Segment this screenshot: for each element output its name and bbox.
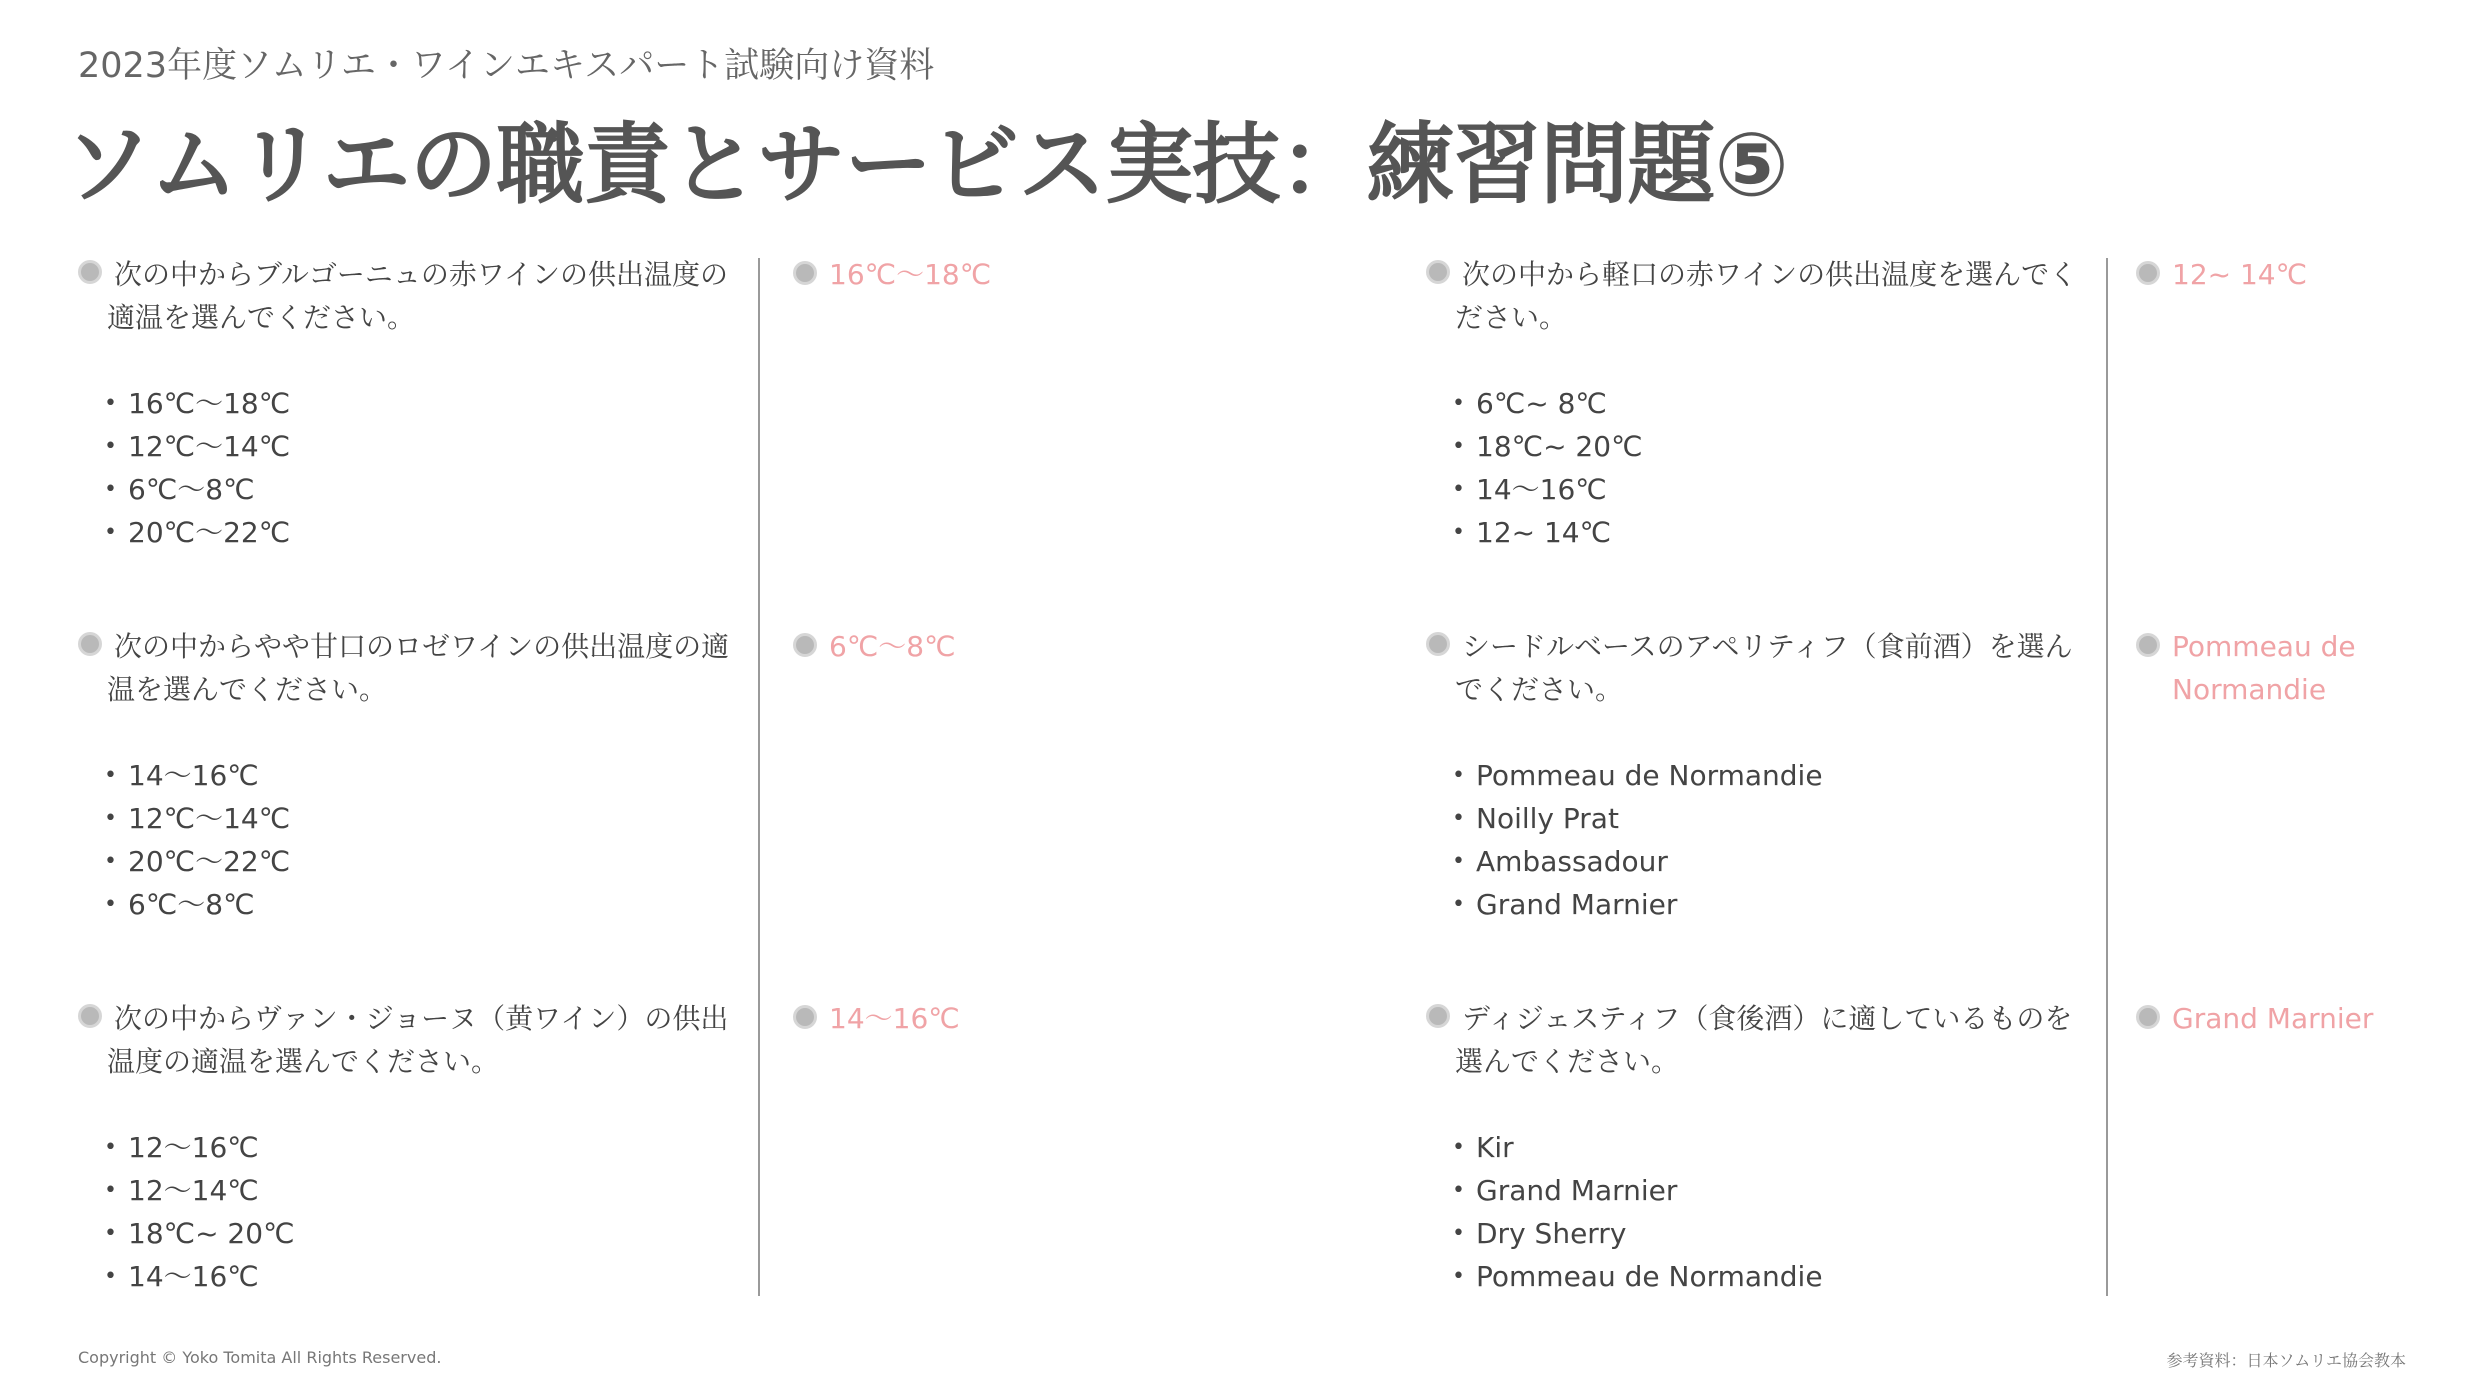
- copyright-text: Copyright © Yoko Tomita All Rights Reserved.: [78, 1348, 442, 1367]
- answer-2: [793, 625, 1033, 668]
- answer-text: Pommeau de Normandie: [2172, 630, 2356, 706]
- option-item: • Kir: [1452, 1126, 2096, 1169]
- bullet-circle-icon: [1426, 1004, 1450, 1028]
- option-item: • 18℃~ 20℃: [104, 1212, 748, 1255]
- bullet-circle-icon: [1426, 632, 1450, 656]
- bullet-circle-icon: [793, 1005, 817, 1029]
- option-item: • 16℃〜18℃: [104, 382, 748, 425]
- option-item: • 12~ 14℃: [1452, 511, 2096, 554]
- option-item: • 6℃〜8℃: [104, 468, 748, 511]
- answer-6: [2136, 997, 2376, 1040]
- option-item: • 14〜16℃: [104, 754, 748, 797]
- option-item: • Dry Sherry: [1452, 1212, 2096, 1255]
- option-item: • 12〜16℃: [104, 1126, 748, 1169]
- answer-3: [793, 997, 1033, 1040]
- column-divider-left: [758, 258, 760, 1296]
- option-item: • Grand Marnier: [1452, 1169, 2096, 1212]
- bullet-circle-icon: [2136, 633, 2160, 657]
- question-text: 次の中からブルゴーニュの赤ワインの供出温度の適温を選んでください。: [107, 258, 729, 334]
- question-1: [78, 253, 748, 554]
- option-list: [78, 754, 748, 926]
- bullet-circle-icon: [793, 633, 817, 657]
- bullet-circle-icon: [78, 1004, 102, 1028]
- question-5: [1426, 625, 2096, 926]
- option-item: • 14〜16℃: [104, 1255, 748, 1298]
- answer-text: 6℃〜8℃: [829, 630, 956, 663]
- bullet-circle-icon: [1426, 260, 1450, 284]
- bullet-circle-icon: [2136, 261, 2160, 285]
- option-item: • 6℃~ 8℃: [1452, 382, 2096, 425]
- question-4: [1426, 253, 2096, 554]
- page-title: ソムリエの職責とサービス実技：練習問題⑤: [64, 113, 1788, 216]
- subtitle: 2023年度ソムリエ・ワインエキスパート試験向け資料: [78, 46, 935, 86]
- question-text: ディジェスティフ（食後酒）に適しているものを選んでください。: [1455, 1002, 2073, 1078]
- answer-text: Grand Marnier: [2172, 1002, 2374, 1035]
- answer-4: [2136, 253, 2376, 296]
- option-item: • Pommeau de Normandie: [1452, 754, 2096, 797]
- option-item: • 12〜14℃: [104, 1169, 748, 1212]
- option-item: • 18℃~ 20℃: [1452, 425, 2096, 468]
- option-list: [1426, 1126, 2096, 1298]
- reference-text: 参考資料：日本ソムリエ協会教本: [2166, 1351, 2406, 1370]
- option-item: • 12℃〜14℃: [104, 797, 748, 840]
- option-item: • 20℃〜22℃: [104, 511, 748, 554]
- option-item: • Noilly Prat: [1452, 797, 2096, 840]
- option-list: [78, 382, 748, 554]
- answer-text: 12~ 14℃: [2172, 258, 2308, 291]
- column-divider-right: [2106, 258, 2108, 1296]
- bullet-circle-icon: [78, 632, 102, 656]
- answer-5: [2136, 625, 2376, 711]
- question-text: 次の中からヴァン・ジョーヌ（黄ワイン）の供出温度の適温を選んでください。: [107, 1002, 729, 1078]
- option-item: • Grand Marnier: [1452, 883, 2096, 926]
- option-item: • Ambassadour: [1452, 840, 2096, 883]
- option-item: • Pommeau de Normandie: [1452, 1255, 2096, 1298]
- option-item: • 12℃〜14℃: [104, 425, 748, 468]
- question-3: [78, 997, 748, 1298]
- answer-text: 16℃〜18℃: [829, 258, 992, 291]
- bullet-circle-icon: [793, 261, 817, 285]
- option-item: • 14〜16℃: [1452, 468, 2096, 511]
- question-6: [1426, 997, 2096, 1298]
- option-list: [1426, 382, 2096, 554]
- question-text: シードルベースのアペリティフ（食前酒）を選んでください。: [1455, 630, 2073, 706]
- option-list: [78, 1126, 748, 1298]
- bullet-circle-icon: [2136, 1005, 2160, 1029]
- answer-text: 14〜16℃: [829, 1002, 960, 1035]
- option-item: • 6℃〜8℃: [104, 883, 748, 926]
- question-text: 次の中から軽口の赤ワインの供出温度を選んでください。: [1455, 258, 2078, 334]
- option-list: [1426, 754, 2096, 926]
- question-2: [78, 625, 748, 926]
- bullet-circle-icon: [78, 260, 102, 284]
- answer-1: [793, 253, 1033, 296]
- question-text: 次の中からやや甘口のロゼワインの供出温度の適温を選んでください。: [107, 630, 730, 706]
- option-item: • 20℃〜22℃: [104, 840, 748, 883]
